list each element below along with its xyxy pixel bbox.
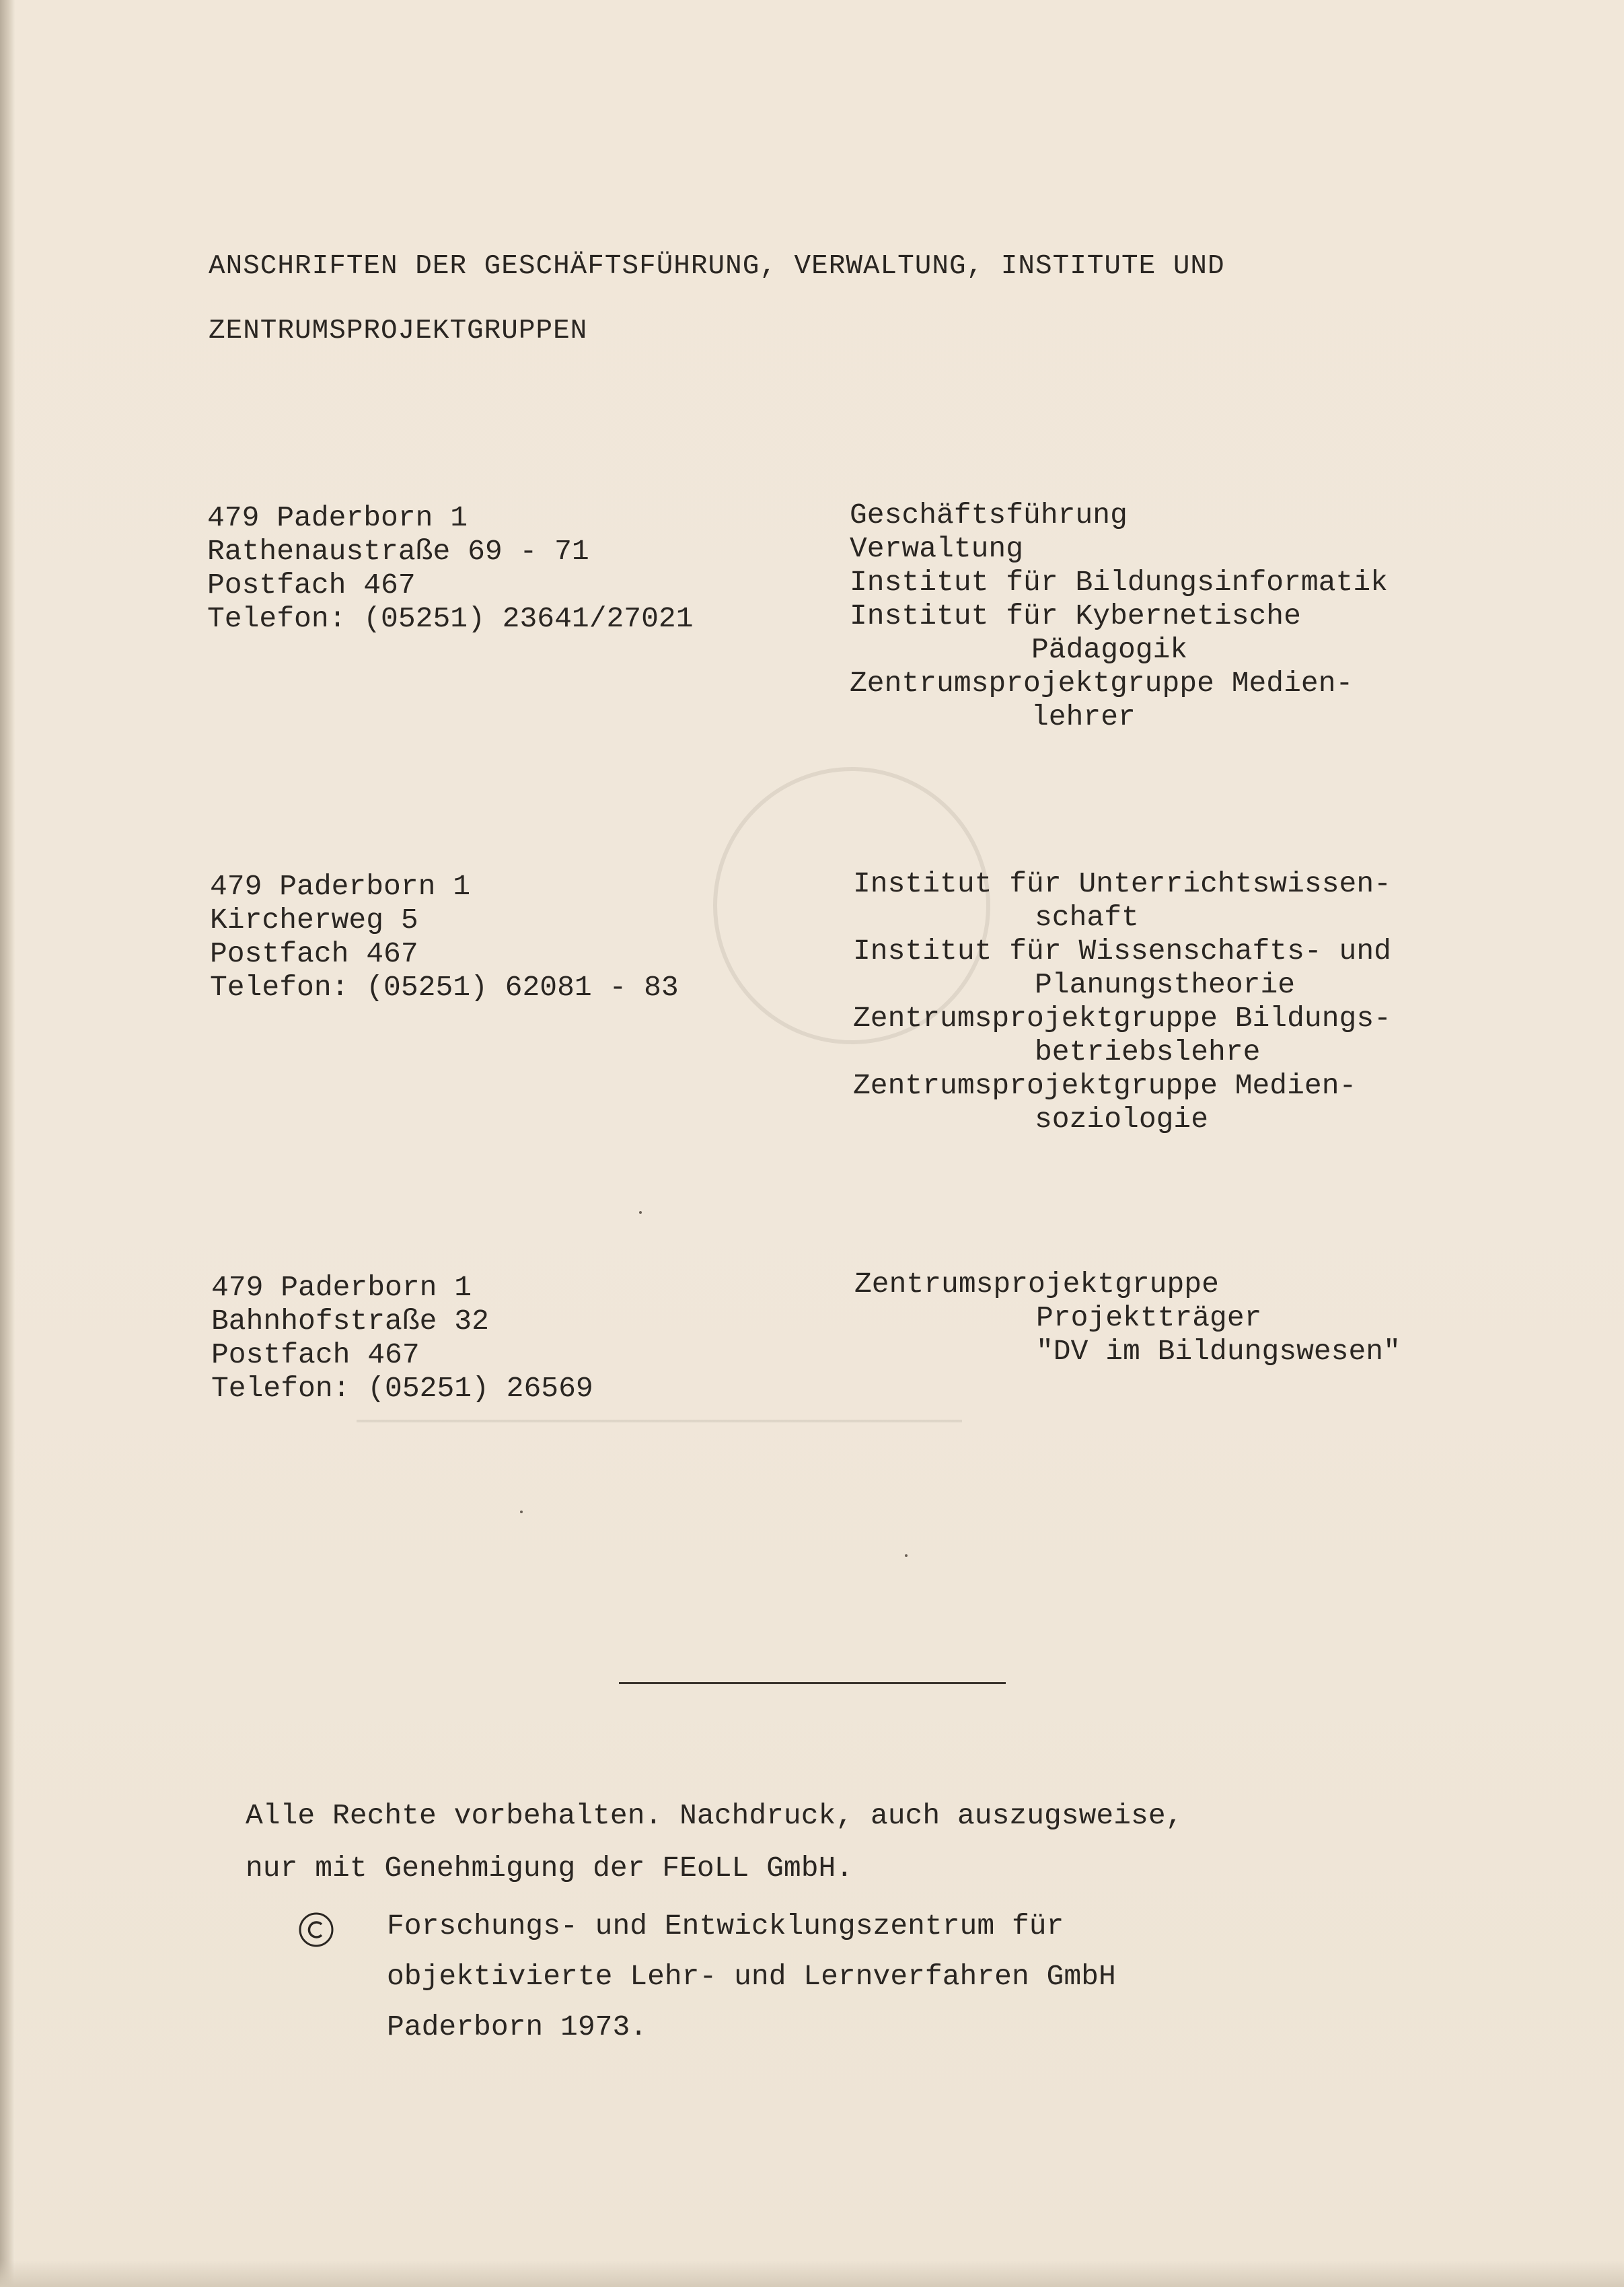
page-bottom-edge [0,2260,1624,2287]
rights-line-2: nur mit Genehmigung der FEoLL GmbH. [246,1852,854,1885]
address-block-3 [211,1271,593,1406]
heading-line-2: ZENTRUMSPROJEKTGRUPPEN [209,316,588,347]
unit-line: Institut für Unterrichtswissen- [853,867,1391,900]
unit-line: "DV im Bildungswesen" [1036,1335,1401,1368]
address-line: Telefon: (05251) 26569 [211,1372,593,1405]
unit-line: Geschäftsführung [850,499,1128,532]
speck [639,1211,642,1214]
unit-line: betriebslehre [1035,1036,1261,1068]
publisher-line-3: Paderborn 1973. [387,2010,648,2043]
publisher-line-1: Forschungs- und Entwicklungszentrum für [387,1910,1064,1943]
unit-line: Zentrumsprojektgruppe Medien- [850,667,1354,700]
units-block-3 [854,1268,1401,1369]
address-block-1 [207,501,694,636]
unit-line: Institut für Bildungsinformatik [850,566,1388,599]
address-line: Postfach 467 [207,569,416,602]
publisher-line-2: objektivierte Lehr- und Lernverfahren GmbH [387,1960,1116,1993]
page-heading [209,234,1225,363]
unit-line: Pädagogik [1031,633,1188,666]
units-block-2 [853,867,1391,1136]
unit-line: lehrer [1031,700,1136,733]
unit-line: Planungstheorie [1035,968,1296,1001]
unit-line: schaft [1035,901,1139,934]
address-line: 479 Paderborn 1 [211,1271,472,1304]
speck [905,1554,908,1557]
separator-rule [619,1682,1006,1684]
address-line: Rathenaustraße 69 - 71 [207,535,589,568]
unit-line: soziologie [1035,1103,1209,1136]
address-line: 479 Paderborn 1 [210,870,471,903]
units-block-1 [850,499,1388,734]
unit-line: Zentrumsprojektgruppe Medien- [853,1069,1357,1102]
address-line: Telefon: (05251) 62081 - 83 [210,971,679,1004]
publisher-notice [387,1901,1116,2052]
bleed-line-shadow [357,1420,962,1422]
address-block-2 [210,870,679,1005]
unit-line: Institut für Kybernetische [850,600,1301,632]
speck [520,1511,523,1513]
copyright-icon [296,1910,336,1950]
unit-line: Verwaltung [850,532,1024,565]
address-line: 479 Paderborn 1 [207,501,468,534]
address-line: Kircherweg 5 [210,904,418,937]
heading-line-1: ANSCHRIFTEN DER GESCHÄFTSFÜHRUNG, VERWALTUNG, INSTITUTE UND [209,251,1225,282]
address-line: Telefon: (05251) 23641/27021 [207,602,694,635]
unit-line: Zentrumsprojektgruppe Bildungs- [853,1002,1391,1035]
address-line: Bahnhofstraße 32 [211,1305,489,1338]
unit-line: Institut für Wissenschafts- und [853,935,1391,968]
rights-notice [246,1790,1183,1895]
address-line: Postfach 467 [211,1338,420,1371]
address-line: Postfach 467 [210,937,418,970]
unit-line: Zentrumsprojektgruppe [854,1268,1219,1301]
rights-line-1: Alle Rechte vorbehalten. Nachdruck, auch auszugsweise, [246,1799,1183,1832]
unit-line: Projektträger [1036,1301,1262,1334]
